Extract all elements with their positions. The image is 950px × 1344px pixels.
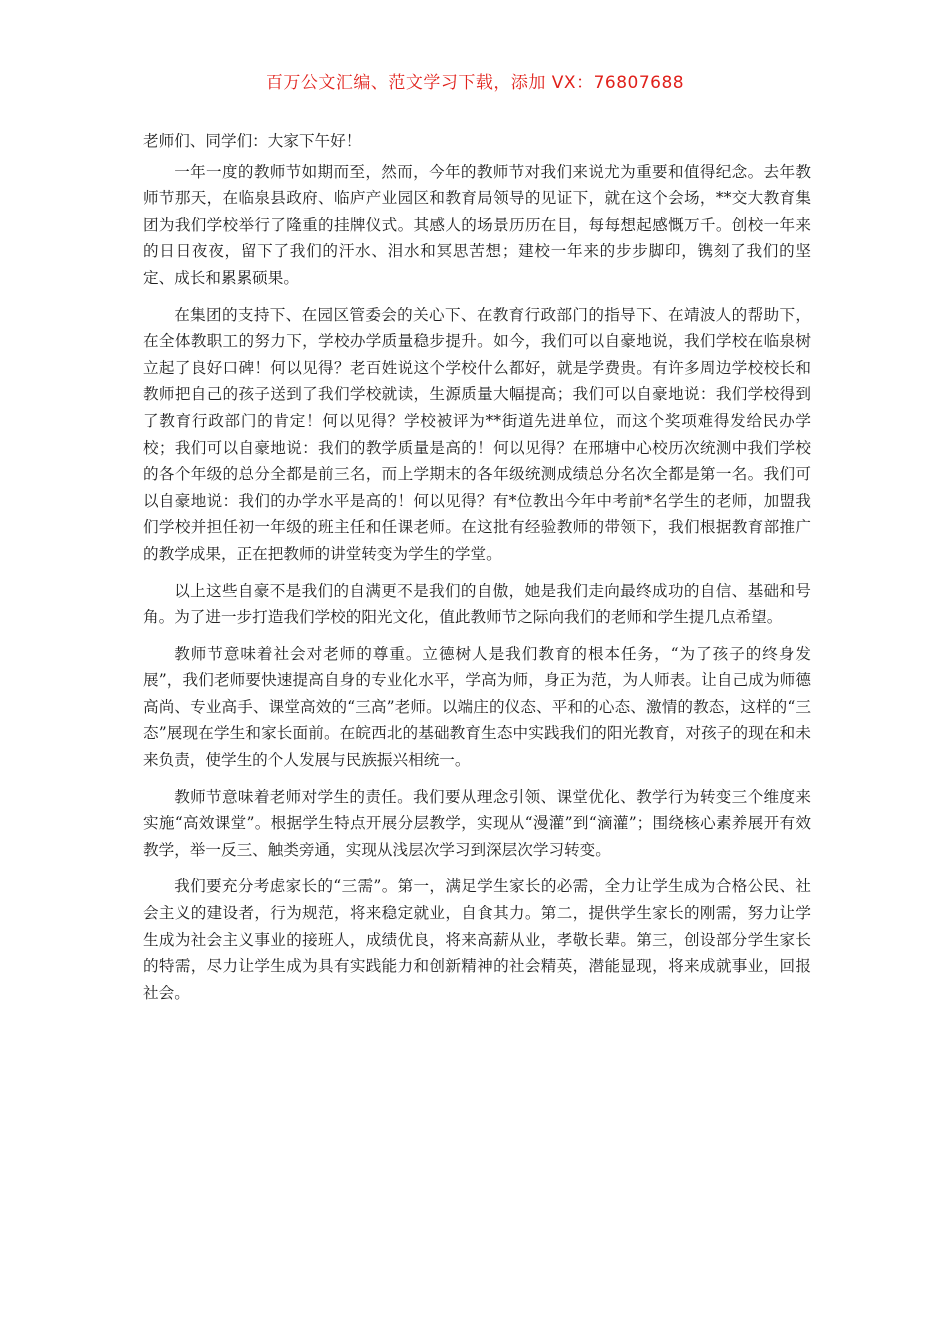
- paragraph-1: 一年一度的教师节如期而至，然而，今年的教师节对我们来说尤为重要和值得纪念。去年教师节那天，在临泉县政府、临庐产业园区和教育局领导的见证下，就在这个会场，**交大教育集团为我们学校举行了隆重的挂牌仪式。其感人的场景历历在目，每每想起感慨万千。创校一年来的日日夜夜，留下了我们的汗水、泪水和冥思苦想；建校一年来的步步脚印，镌刻了我们的坚定、成长和累累硕果。: [143, 162, 811, 287]
- paragraph-6: 我们要充分考虑家长的“三需”。第一，满足学生家长的必需，全力让学生成为合格公民、社会主义的建设者，行为规范，将来稳定就业，自食其力。第二，提供学生家长的刚需，努力让学生成为社会主义事业的接班人，成绩优良，将来高薪从业，孝敬长辈。第三，创设部分学生家长的特需，尽力让学生成为具有实践能力和创新精神的社会精英，潜能显现，将来成就事业，回报社会。: [143, 877, 811, 1002]
- paragraph-3: 以上这些自豪不是我们的自满更不是我们的自傲，她是我们走向最终成功的自信、基础和号角。为了进一步打造我们学校的阳光文化，值此教师节之际向我们的老师和学生提几点希望。: [143, 581, 811, 627]
- paragraph-2: 在集团的支持下、在园区管委会的关心下、在教育行政部门的指导下、在靖波人的帮助下，在全体教职工的努力下，学校办学质量稳步提升。如今，我们可以自豪地说，我们学校在临泉树立起了良好口碑！何以见得？老百姓说这个学校什么都好，就是学费贵。有许多周边学校校长和教师把自己的孩子送到了我们学校就读，生源质量大幅提高；我们可以自豪地说：我们学校得到了教育行政部门的肯定！何以见得？学校被评为**街道先进单位，而这个奖项难得发给民办学校；我们可以自豪地说：我们的教学质量是高的！何以见得？在邢塘中心校历次统测中我们学校的各个年级的总分全都是前三名，而上学期末的各年级统测成绩总分名次全都是第一名。我们可以自豪地说：我们的办学水平是高的！何以见得？有*位教出今年中考前*名学生的老师，加盟我们学校并担任初一年级的班主任和任课老师。在这批有经验教师的带领下，我们根据教育部推广的教学成果，正在把教师的讲堂转变为学生的学堂。: [143, 305, 811, 563]
- greeting: 老师们、同学们：大家下午好！: [143, 132, 362, 150]
- document-body: [143, 128, 811, 1016]
- header-banner: 百万公文汇编、范文学习下载，添加 VX：76807688: [265, 73, 685, 93]
- paragraph-4: 教师节意味着社会对老师的尊重。立德树人是我们教育的根本任务，“为了孩子的终身发展”，我们老师要快速提高自身的专业化水平，学高为师，身正为范，为人师表。让自己成为师德高尚、专业高手、课堂高效的“三高”老师。以端庄的仪态、平和的心态、激情的教态，这样的“三态”展现在学生和家长面前。在皖西北的基础教育生态中实践我们的阳光教育，对孩子的现在和未来负责，使学生的个人发展与民族振兴相统一。: [143, 644, 811, 770]
- paragraph-5: 教师节意味着老师对学生的责任。我们要从理念引领、课堂优化、教学行为转变三个维度来实施“高效课堂”。根据学生特点开展分层教学，实现从“漫灌”到“滴灌”；围绕核心素养展开有效教学，举一反三、触类旁通，实现从浅层次学习到深层次学习转变。: [143, 787, 811, 859]
